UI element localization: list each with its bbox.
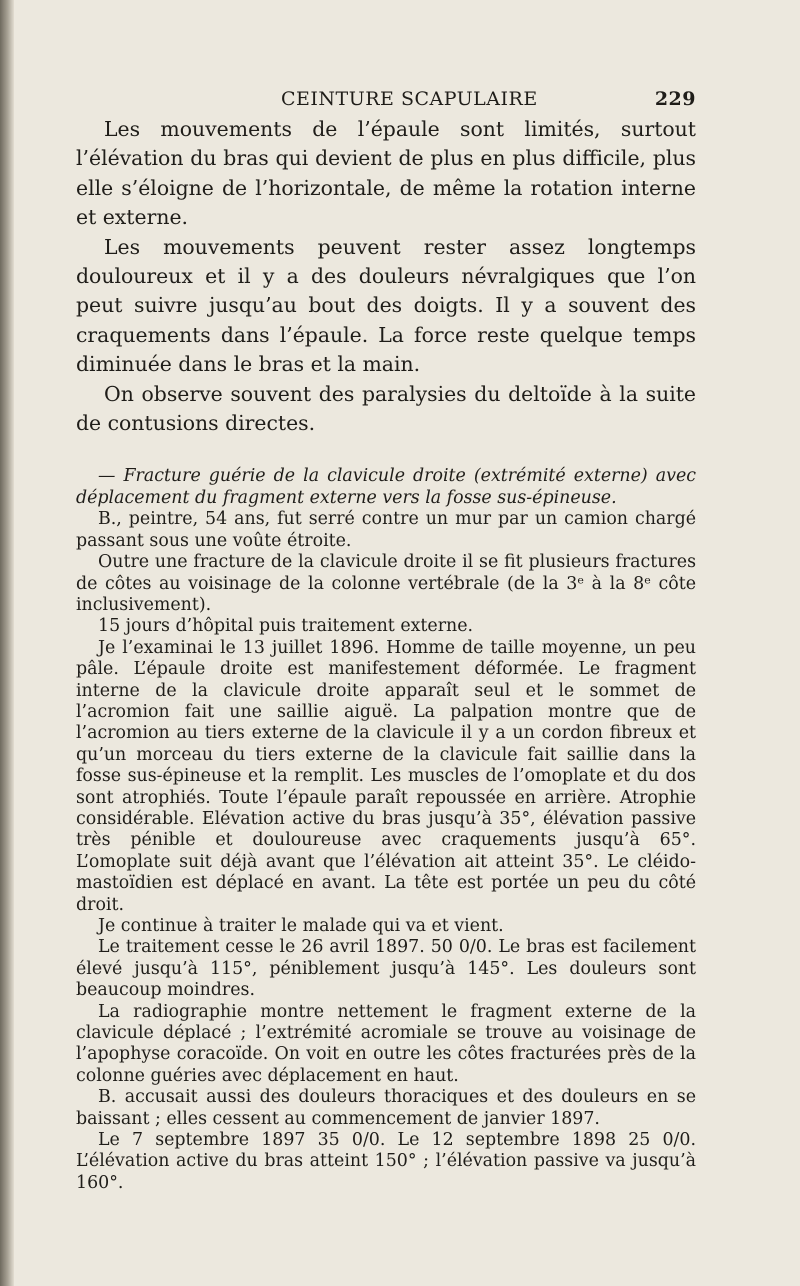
paragraph: On observe souvent des paralysies du deltoïde à la suite de contusions directes. xyxy=(76,381,696,436)
case-report xyxy=(76,466,696,1194)
running-title: CEINTURE SCAPULAIRE xyxy=(281,88,538,110)
paragraph: Les mouvements de l’épaule sont limités, surtout l’élévation du bras qui devient de plus en plus difficile, plus elle s’éloigne de l’horizontale, de même la rotation interne et externe. xyxy=(76,117,696,230)
book-page xyxy=(76,85,696,1194)
book-binding-shadow xyxy=(0,0,14,1286)
case-paragraph: 15 jours d’hôpital puis traitement externe. xyxy=(98,616,474,637)
case-paragraph: Outre une fracture de la clavicule droite il se fit plusieurs fractures de côtes au voisinage de la colonne vertébrale (de la 3ᵉ à la 8ᵉ côte inclusivement). xyxy=(76,552,696,615)
case-paragraph: Je l’examinai le 13 juillet 1896. Homme de taille moyenne, un peu pâle. L’épaule droite est manifestement déformée. Le fragment interne de la clavicule droite apparaît seul et le sommet de l’acromion fait une saillie aiguë. La palpation montre que de l’acromion au tiers externe de la clavicule il y a un cordon fibreux et qu’un morceau du tiers externe de la clavicule fait saillie dans la fosse sus-épineuse et la remplit. Les muscles de l’omoplate et du dos sont atrophiés. Toute l’épaule paraît repoussée en arrière. Atrophie considérable. Elévation active du bras jusqu’à 35°, élévation passive très pénible et douloureuse avec craquements jusqu’à 65°. L’omoplate suit déjà avant que l’élévation ait atteint 35°. Le cléido-mastoïdien est déplacé en avant. La tête est portée un peu du côté droit. xyxy=(76,637,696,915)
page-header xyxy=(76,85,696,115)
main-text xyxy=(76,115,696,438)
case-paragraph: Le traitement cesse le 26 avril 1897. 50 0/0. Le bras est facilement élevé jusqu’à 115°, péniblement jusqu’à 145°. Les douleurs sont beaucoup moindres. xyxy=(76,937,696,1001)
case-title: — Fracture guérie de la clavicule droite (extrémité externe) avec déplacement du fragment externe vers la fosse sus-épineuse. xyxy=(76,466,696,508)
case-paragraph: B. accusait aussi des douleurs thoraciques et des douleurs en se baissant ; elles cessent au commencement de janvier 1897. xyxy=(76,1087,696,1129)
case-paragraph: Je continue à traiter le malade qui va et vient. xyxy=(98,916,504,936)
case-paragraph: Le 7 septembre 1897 35 0/0. Le 12 septembre 1898 25 0/0. L’élévation active du bras atteint 150° ; l’élévation passive va jusqu’à 160°. xyxy=(76,1130,696,1193)
case-paragraph: La radiographie montre nettement le fragment externe de la clavicule déplacé ; l’extrémité acromiale se trouve au voisinage de l’apophyse coracoïde. On voit en outre les côtes fracturées près de la colonne guéries avec déplacement en haut. xyxy=(76,1001,696,1086)
page-number: 229 xyxy=(654,88,696,110)
case-paragraph: B., peintre, 54 ans, fut serré contre un mur par un camion chargé passant sous une voûte étroite. xyxy=(76,509,696,551)
paragraph: Les mouvements peuvent rester assez longtemps douloureux et il y a des douleurs névralgiques que l’on peut suivre jusqu’au bout des doigts. Il y a souvent des craquements dans l’épaule. La force reste quelque temps diminuée dans le bras et la main. xyxy=(76,234,696,377)
